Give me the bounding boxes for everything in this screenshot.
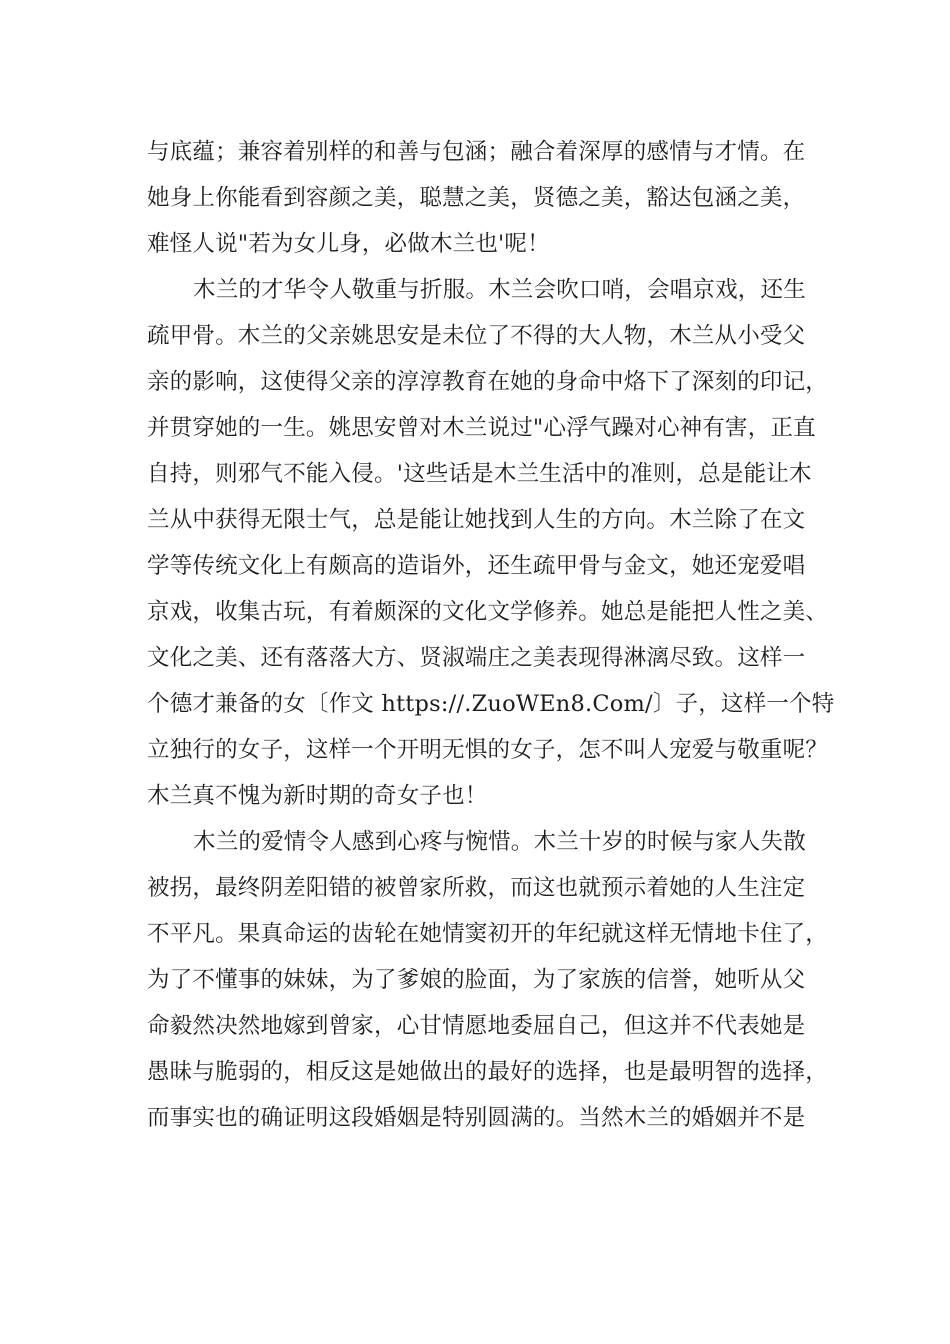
- paragraph-start-line: 木兰的爱情令人感到心疼与惋惜。木兰十岁的时候与家人失散: [193, 829, 806, 855]
- text-line: 个德才兼备的女〔作文 https://.ZuoWEn8.Com/〕子，这样一个特: [147, 691, 835, 717]
- text-line: 而事实也的确证明这段婚姻是特别圆满的。当然木兰的婚姻并不是: [147, 1105, 806, 1131]
- text-line: 亲的影响，这使得父亲的淳淳教育在她的身命中烙下了深刻的印记，: [147, 369, 829, 395]
- text-line: 木兰真不愧为新时期的奇女子也！: [147, 783, 488, 809]
- text-line: 为了不懂事的妹妹，为了爹娘的脸面，为了家族的信誉，她听从父: [147, 967, 806, 993]
- text-line: 京戏，收集古玩，有着颇深的文化文学修养。她总是能把人性之美、: [147, 599, 829, 625]
- text-line: 她身上你能看到容颜之美，聪慧之美，贤德之美，豁达包涵之美，: [147, 185, 806, 211]
- text-line: 命毅然决然地嫁到曾家，心甘情愿地委屈自己，但这并不代表她是: [147, 1013, 806, 1039]
- text-line: 立独行的女子，这样一个开明无惧的女子，怎不叫人宠爱与敬重呢？: [147, 737, 829, 763]
- body-text: [147, 129, 837, 1141]
- text-line: 与底蕴；兼容着别样的和善与包涵；融合着深厚的感情与才情。在: [147, 139, 806, 165]
- text-line: 兰从中获得无限士气，总是能让她找到人生的方向。木兰除了在文: [147, 507, 806, 533]
- text-line: 文化之美、还有落落大方、贤淑端庄之美表现得淋漓尽致。这样一: [147, 645, 806, 671]
- text-line: 难怪人说"若为女儿身，必做木兰也'呢！: [147, 231, 550, 257]
- text-line: 并贯穿她的一生。姚思安曾对木兰说过"心浮气躁对心神有害，正直: [147, 415, 816, 441]
- text-line: 被拐，最终阴差阳错的被曾家所救，而这也就预示着她的人生注定: [147, 875, 806, 901]
- paragraph-start-line: 木兰的才华令人敬重与折服。木兰会吹口哨，会唱京戏，还生: [193, 277, 806, 303]
- text-line: 不平凡。果真命运的齿轮在她情窦初开的年纪就这样无情地卡住了，: [147, 921, 829, 947]
- text-line: 学等传统文化上有颇高的造诣外，还生疏甲骨与金文，她还宠爱唱: [147, 553, 806, 579]
- text-line: 愚昧与脆弱的，相反这是她做出的最好的选择，也是最明智的选择，: [147, 1059, 829, 1085]
- text-line: 自持，则邪气不能入侵。'这些话是木兰生活中的准则，总是能让木: [147, 461, 812, 487]
- text-line: 疏甲骨。木兰的父亲姚思安是未位了不得的大人物，木兰从小受父: [147, 323, 806, 349]
